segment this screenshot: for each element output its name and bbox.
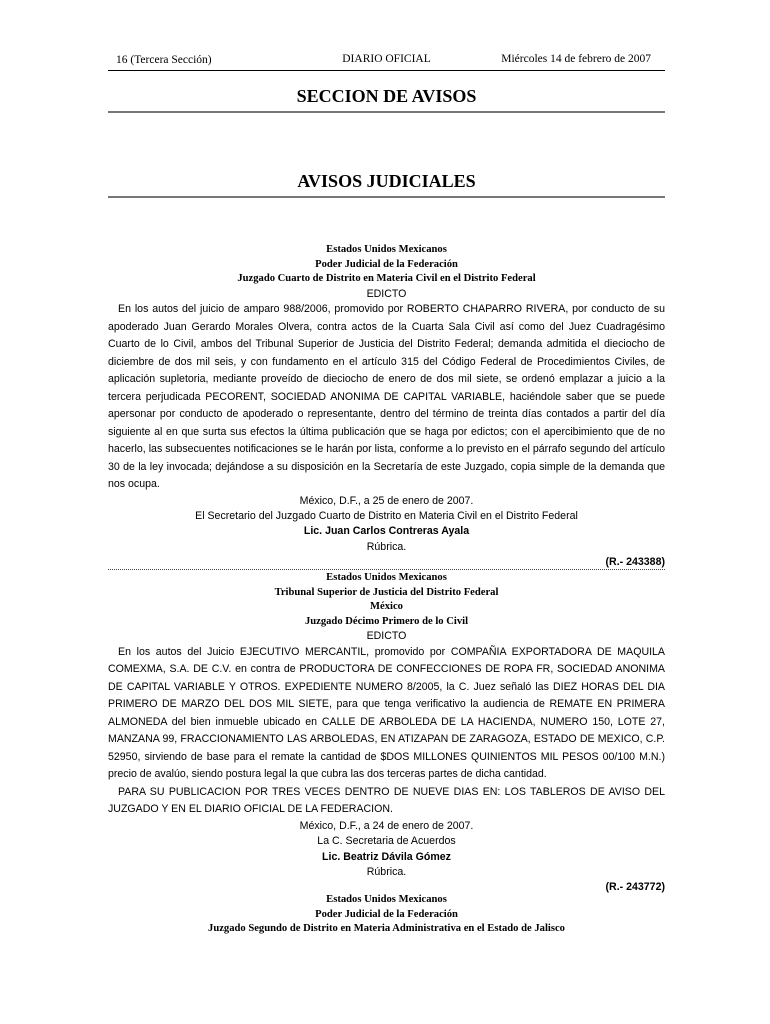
notice-paragraph: En los autos del juicio de amparo 988/2006, promovido por ROBERTO CHAPARRO RIVERA, por conducto de su apoderado Juan Gerardo Morales Olvera, contra actos de la Cuarta Sala Civil así como del Juez Cuadragésimo Cuarto de lo Civil, ambos del Tribunal Superior de Justicia del Distrito Federal; demanda admitida el dieciocho de diciembre de dos mil seis, y con fundamento en el artículo 315 del Código Federal de Procedimientos Civiles, de aplicación supletoria, mediante proveído de dieciocho de enero de dos mil siete, se ordenó emplazar a juicio a la tercera perjudicada PECORENT, SOCIEDAD ANONIMA DE CAPITAL VARIABLE, haciéndole saber que se puede apersonar por conducto de apoderado o representante, dentro del término de treinta días contados a partir del día siguiente al en que surta sus efectos la última publicación que se haga por edictos; con el apercibimiento que de no hacerlo, las subsecuentes notificaciones se le harán por lista, conforme a lo previsto en el párrafo segundo del artículo 30 de la ley invocada; dejándose a su disposición en la Secretaría de este Juzgado, copia simple de la demanda que nos ocupa.: [108, 303, 665, 491]
header-page-section: 16 (Tercera Sección): [116, 54, 212, 66]
notice-heading-line: Poder Judicial de la Federación: [315, 258, 458, 270]
header-date: Miércoles 14 de febrero de 2007: [501, 53, 651, 65]
notice-heading-line: Estados Unidos Mexicanos: [326, 244, 447, 255]
notice-heading-line: Tribunal Superior de Justicia del Distrito Federal: [274, 586, 499, 598]
notice-heading-line: México: [370, 601, 403, 613]
rubrica: Rúbrica.: [366, 540, 407, 553]
running-header: [108, 52, 665, 71]
notice-type: EDICTO: [366, 630, 407, 643]
notice-1: [108, 243, 665, 570]
notice-paragraph: PARA SU PUBLICACION POR TRES VECES DENTRO DE NUEVE DIAS EN: LOS TABLEROS DE AVISO DEL JUZGADO Y EN EL DIARIO OFICIAL DE LA FEDERACION.: [108, 785, 665, 816]
signer-name: Lic. Beatriz Dávila Gómez: [322, 850, 451, 863]
notice-type: EDICTO: [366, 287, 407, 300]
notice-2: [108, 571, 665, 894]
notice-3: [108, 893, 665, 937]
notice-heading-line: Juzgado Segundo de Distrito en Materia Administrativa en el Estado de Jalisco: [208, 923, 565, 935]
signer-title: El Secretario del Juzgado Cuarto de Distrito en Materia Civil en el Distrito Federal: [195, 510, 578, 523]
signer-title: La C. Secretaria de Acuerdos: [317, 835, 456, 848]
notice-heading-line: Estados Unidos Mexicanos: [326, 572, 447, 583]
header-publication: DIARIO OFICIAL: [342, 53, 431, 65]
place-date: México, D.F., a 24 de enero de 2007.: [299, 819, 474, 832]
notice-heading-line: Juzgado Cuarto de Distrito en Materia Civil en el Distrito Federal: [237, 273, 536, 285]
notice-heading-line: Poder Judicial de la Federación: [315, 908, 458, 920]
subsection-title: AVISOS JUDICIALES: [108, 171, 665, 198]
notice-heading-line: Juzgado Décimo Primero de lo Civil: [304, 615, 469, 627]
notice-paragraph: En los autos del Juicio EJECUTIVO MERCANTIL, promovido por COMPAÑIA EXPORTADORA DE MAQUILA COMEXMA, S.A. DE C.V. en contra de PRODUCTORA DE CONFECCIONES DE ROPA FR, SOCIEDAD ANONIMA DE CAPITAL VARIABLE Y OTROS. EXPEDIENTE NUMERO 8/2005, la C. Juez señaló las DIEZ HORAS DEL DIA PRIMERO DE MARZO DEL DOS MIL SIETE, para que tenga verificativo la audiencia de REMATE EN PRIMERA ALMONEDA del bien inmueble ubicado en CALLE DE ARBOLEDA DE LA HACIENDA, NUMERO 150, LOTE 27, MANZANA 99, FRACCIONAMIENTO LAS ARBOLEDAS, EN ATIZAPAN DE ZARAGOZA, ESTADO DE MEXICO, C.P. 52950, sirviendo de base para el remate la cantidad de $DOS MILLONES QUINIENTOS MIL PESOS 00/100 M.N.) precio de avalúo, siendo postura legal la que cubra las dos terceras partes de dicha cantidad.: [108, 645, 665, 781]
section-title: SECCION DE AVISOS: [108, 86, 665, 113]
rubrica: Rúbrica.: [366, 865, 407, 878]
signer-name: Lic. Juan Carlos Contreras Ayala: [303, 525, 470, 538]
notice-heading-line: Estados Unidos Mexicanos: [326, 894, 447, 905]
reference-number: (R.- 243388): [108, 555, 665, 570]
reference-number: (R.- 243772): [605, 881, 665, 894]
place-date: México, D.F., a 25 de enero de 2007.: [299, 494, 474, 507]
